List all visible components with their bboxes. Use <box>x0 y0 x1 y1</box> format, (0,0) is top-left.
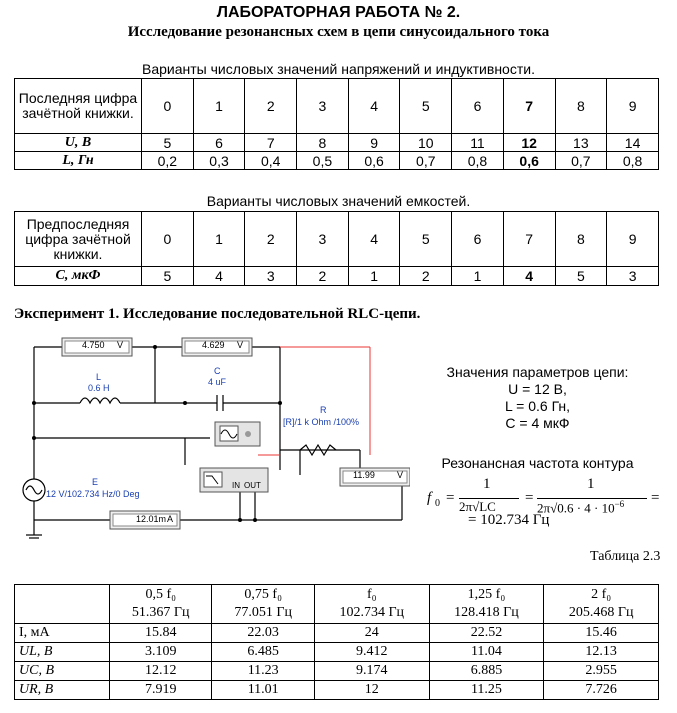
table1-cell: 0,8 <box>607 152 659 170</box>
param-u: U = 12 В, <box>508 381 567 397</box>
table1-cell: 0,7 <box>400 152 452 170</box>
resistor-name: R <box>320 405 327 415</box>
formula-num-1: 1 <box>483 476 491 492</box>
table3-row-label: I, мА <box>15 624 110 643</box>
table3-cell: 15.84 <box>110 624 212 643</box>
table3-col-header: 2 f₀ 205.468 Гц <box>544 585 659 624</box>
table1-cell: 8 <box>297 134 349 152</box>
table2-cell: 3 <box>245 267 297 286</box>
table3-row-label: UL, В <box>15 643 110 662</box>
bode-in-label: IN <box>232 481 240 490</box>
table1-cell: 7 <box>245 134 297 152</box>
table2-digit: 9 <box>607 212 659 267</box>
table1-digit: 9 <box>607 79 659 134</box>
table2-digit: 7 <box>503 212 555 267</box>
table1-cell: 11 <box>452 134 504 152</box>
table2-caption: Варианты числовых значений емкостей. <box>206 193 471 209</box>
table3-cell: 24 <box>314 624 429 643</box>
resonance-heading: Резонансная частота контура <box>441 455 634 471</box>
table2-digit: 3 <box>297 212 349 267</box>
voltmeter-1-reading: 4.750 <box>82 340 105 350</box>
table3-row-label: UC, В <box>15 662 110 681</box>
table3-cell: 15.46 <box>544 624 659 643</box>
inductor-coil <box>80 398 120 403</box>
table3-col-header: 1,25 f₀ 128.418 Гц <box>429 585 544 624</box>
table2-digit: 5 <box>400 212 452 267</box>
table2-digit: 6 <box>452 212 504 267</box>
table1-digit: 7 <box>503 79 555 134</box>
table3-cell: 6.885 <box>429 662 544 681</box>
inductor-value: 0.6 H <box>88 383 110 393</box>
page-subtitle: Исследование резонансных схем в цепи синусоидального тока <box>127 24 550 40</box>
table1-cell: 0,7 <box>555 152 607 170</box>
table3-cell: 3.109 <box>110 643 212 662</box>
param-l: L = 0.6 Гн, <box>505 398 570 414</box>
table1-digit: 5 <box>400 79 452 134</box>
table2-cell: 1 <box>348 267 400 286</box>
table2-header-label: Предпоследняя цифра зачётной книжки. <box>15 212 142 267</box>
table3-cell: 2.955 <box>544 662 659 681</box>
formula-sub: 0 <box>435 498 440 509</box>
rlc-circuit-diagram <box>10 330 410 545</box>
table1-cell: 14 <box>607 134 659 152</box>
resistor-value: [R]/1 k Ohm /100% <box>283 417 360 427</box>
table1-cell: 0,6 <box>503 152 555 170</box>
voltmeter-1-unit: V <box>117 340 124 350</box>
table2-cell: 2 <box>297 267 349 286</box>
table2-cell: 5 <box>142 267 194 286</box>
table1-cell: 5 <box>142 134 194 152</box>
table1-digit: 2 <box>245 79 297 134</box>
table3-cell: 11.01 <box>212 681 314 700</box>
table2-digit: 4 <box>348 212 400 267</box>
table3-corner <box>15 585 110 624</box>
table1-caption: Варианты числовых значений напряжений и индуктивности. <box>142 61 535 77</box>
formula-num-2: 1 <box>587 476 595 492</box>
table3-col-header: f₀ 102.734 Гц <box>314 585 429 624</box>
source-name: E <box>92 477 99 487</box>
table1-cell: 0,3 <box>193 152 245 170</box>
table3-cell: 22.52 <box>429 624 544 643</box>
table2-cell: 4 <box>193 267 245 286</box>
table2-digit: 0 <box>142 212 194 267</box>
ammeter-reading: 12.01m <box>136 514 167 524</box>
experiment-title: Эксперимент 1. Исследование последовательной RLC-цепи. <box>14 306 421 322</box>
table3-cell: 6.485 <box>212 643 314 662</box>
table3-cell: 12.12 <box>110 662 212 681</box>
ammeter-unit: A <box>167 514 174 524</box>
circuit-params <box>440 364 635 432</box>
table2-row-label: С, мкФ <box>15 267 142 286</box>
table1-cell: 9 <box>348 134 400 152</box>
table3-caption: Таблица 2.3 <box>590 549 661 564</box>
table3-row-label: UR, В <box>15 681 110 700</box>
table-voltage-inductance <box>14 78 659 170</box>
table3-cell: 9.174 <box>314 662 429 681</box>
table3-cell: 12.13 <box>544 643 659 662</box>
table1-digit: 1 <box>193 79 245 134</box>
table2-digit: 2 <box>245 212 297 267</box>
resonance-formula: f 0 = 1 2π√LC = 1 $2\pi√0.6 \cdot 4 \cdot 10^{-6}$ = <box>427 476 660 516</box>
table1-digit: 6 <box>452 79 504 134</box>
formula-den-2: $2\pi√0.6 \cdot 4 \cdot 10^{-6}$ <box>537 498 647 516</box>
params-heading: Значения параметров цепи: <box>446 364 629 380</box>
table2-digit: 1 <box>193 212 245 267</box>
table3-cell: 11.04 <box>429 643 544 662</box>
table3-col-header: 0,75 f₀ 77.051 Гц <box>212 585 314 624</box>
param-c: C = 4 мкФ <box>505 415 570 431</box>
table1-row-label: L, Гн <box>15 152 142 170</box>
source-value: 12 V/102.734 Hz/0 Deg <box>46 489 140 499</box>
table-results <box>14 584 659 700</box>
table3-cell: 7.726 <box>544 681 659 700</box>
table3-cell: 11.23 <box>212 662 314 681</box>
voltmeter-2-reading: 4.629 <box>202 340 225 350</box>
table1-cell: 0,8 <box>452 152 504 170</box>
table1-cell: 0,6 <box>348 152 400 170</box>
bode-out-label: OUT <box>244 481 261 490</box>
table1-digit: 0 <box>142 79 194 134</box>
formula-lhs: f <box>427 490 432 506</box>
table1-cell: 0,4 <box>245 152 297 170</box>
capacitor-name: C <box>214 366 221 376</box>
table1-digit: 8 <box>555 79 607 134</box>
table1-cell: 0,2 <box>142 152 194 170</box>
table2-cell: 3 <box>607 267 659 286</box>
table2-cell: 2 <box>400 267 452 286</box>
inductor-name: L <box>96 372 102 382</box>
table2-digit: 8 <box>555 212 607 267</box>
table1-cell: 12 <box>503 134 555 152</box>
voltmeter-3-reading: 11.99 <box>353 470 375 480</box>
table3-cell: 9.412 <box>314 643 429 662</box>
voltmeter-3-unit: V <box>397 470 404 480</box>
table1-cell: 0,5 <box>297 152 349 170</box>
table2-cell: 5 <box>555 267 607 286</box>
capacitor-value: 4 uF <box>208 377 227 387</box>
voltmeter-2-unit: V <box>237 340 244 350</box>
table1-row-label: U, В <box>15 134 142 152</box>
table1-cell: 6 <box>193 134 245 152</box>
table3-cell: 22.03 <box>212 624 314 643</box>
table1-digit: 4 <box>348 79 400 134</box>
table-capacitance <box>14 211 659 286</box>
table1-header-label: Последняя цифра зачётной книжки. <box>15 79 142 134</box>
table3-cell: 7.919 <box>110 681 212 700</box>
table3-cell: 11.25 <box>429 681 544 700</box>
table1-cell: 10 <box>400 134 452 152</box>
table2-cell: 4 <box>503 267 555 286</box>
table3-cell: 12 <box>314 681 429 700</box>
table2-cell: 1 <box>452 267 504 286</box>
table1-digit: 3 <box>297 79 349 134</box>
table3-col-header: 0,5 f₀ 51.367 Гц <box>110 585 212 624</box>
formula-result: = 102.734 Гц <box>468 512 550 528</box>
page-title: ЛАБОРАТОРНАЯ РАБОТА № 2. <box>216 4 461 21</box>
formula-den-1: 2π√LC <box>459 498 519 515</box>
table1-cell: 13 <box>555 134 607 152</box>
